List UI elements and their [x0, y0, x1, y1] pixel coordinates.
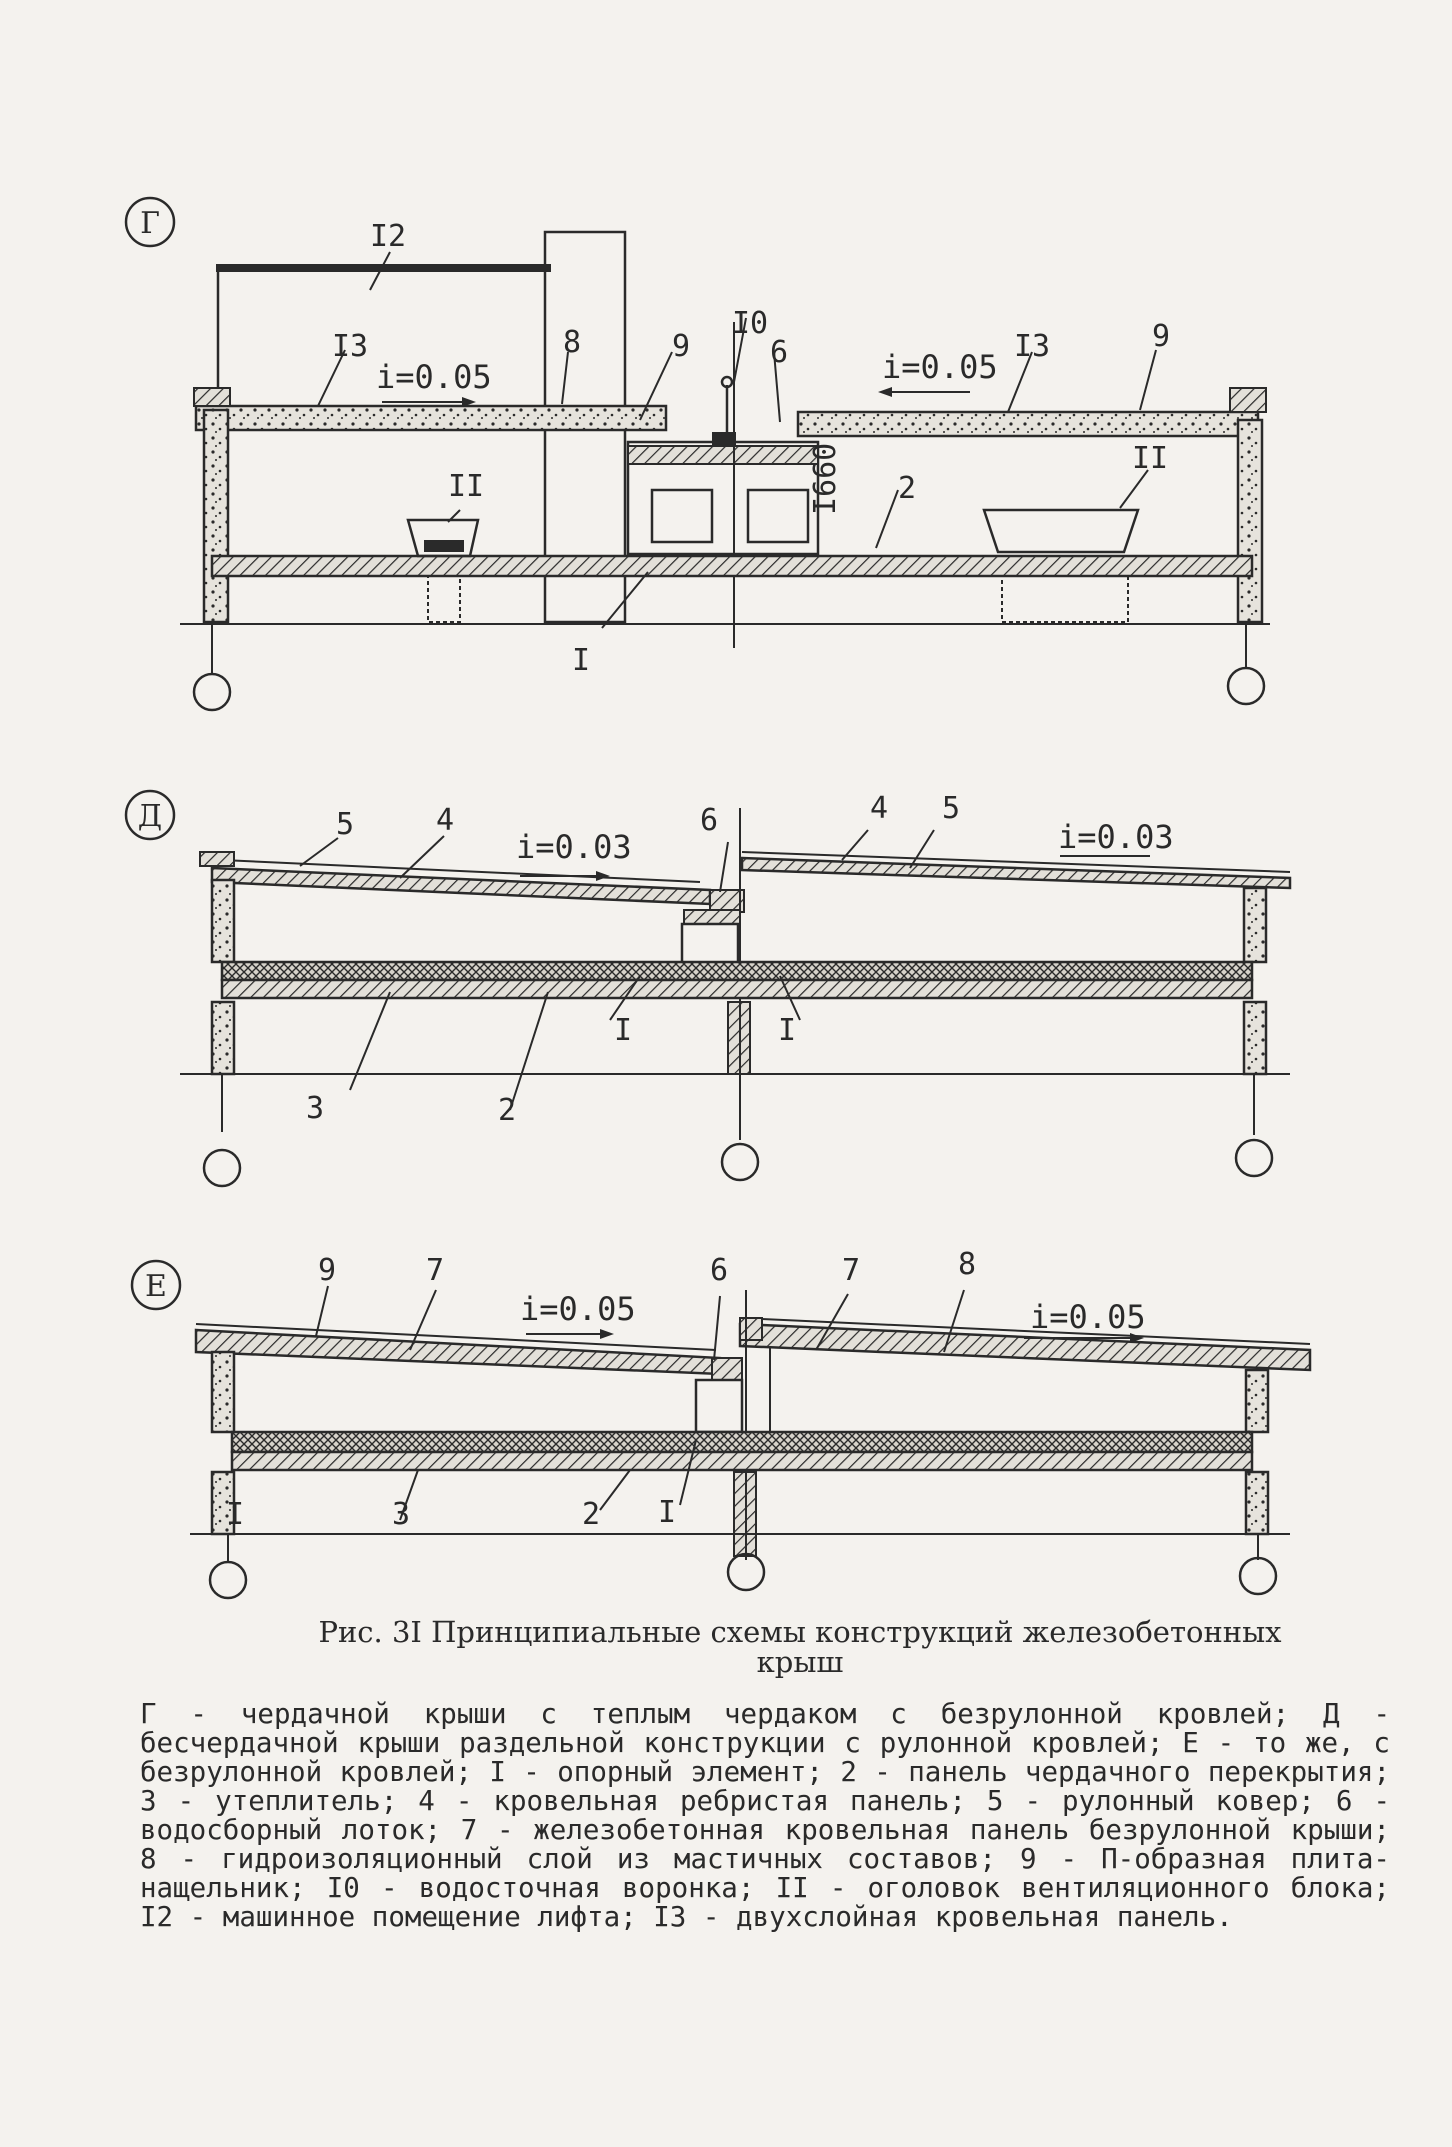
- leader-lines: [316, 1286, 964, 1520]
- label-6: 6: [700, 803, 719, 838]
- scheme-g: [126, 198, 1270, 710]
- scheme-e-marker: [132, 1261, 180, 1309]
- support-element-top: [684, 910, 740, 924]
- wall-left-upper: [212, 1352, 234, 1432]
- label-8: 8: [958, 1247, 977, 1282]
- label-4a: 4: [436, 803, 455, 838]
- scheme-g-letter: Г: [140, 206, 160, 241]
- axis-marker-left: [194, 674, 230, 710]
- scheme-e-slope-left: i=0.05: [520, 1290, 636, 1328]
- parapet-left: [200, 852, 234, 866]
- label-5a: 5: [336, 807, 355, 842]
- label-10: I0: [732, 306, 769, 341]
- label-1b: I: [226, 1497, 245, 1532]
- axis-marker-center: [722, 1144, 758, 1180]
- scheme-d-slope-right: i=0.03: [1058, 818, 1174, 856]
- label-1a: I: [658, 1495, 677, 1530]
- vent-head-left-cap: [424, 540, 464, 552]
- attic-floor-slab: [232, 1452, 1252, 1470]
- block-window-right: [748, 490, 808, 542]
- water-gutter: [712, 1358, 742, 1380]
- label-13a: I3: [332, 329, 369, 364]
- wall-left: [204, 410, 228, 622]
- label-9a: 9: [672, 329, 691, 364]
- vent-block-left: [428, 576, 460, 622]
- label-2: 2: [582, 1497, 601, 1532]
- axis-marker-right: [1236, 1140, 1272, 1176]
- figure-legend: [140, 1700, 1390, 1932]
- caption-line-1: Рис. 3I Принципиальные схемы конструкций железобетонных: [318, 1615, 1282, 1649]
- label-6: 6: [770, 335, 789, 370]
- vent-head-right: [984, 510, 1138, 552]
- label-1b: I: [778, 1013, 797, 1048]
- caption-line-2: крыш: [756, 1645, 844, 1679]
- scheme-e-letter: Е: [145, 1269, 167, 1304]
- parapet-left: [194, 388, 230, 406]
- slope-arrowhead-right: [878, 387, 892, 397]
- wall-right: [1238, 420, 1262, 622]
- figure-caption: [250, 1617, 1350, 1677]
- scheme-g-slope-right: i=0.05: [882, 348, 998, 386]
- scheme-g-dimension: I660: [808, 442, 843, 515]
- axis-marker-left: [210, 1562, 246, 1598]
- label-4b: 4: [870, 791, 889, 826]
- label-11a: II: [448, 469, 485, 504]
- roof-panel-right: [798, 412, 1258, 436]
- label-8: 8: [563, 325, 582, 360]
- label-9: 9: [318, 1253, 337, 1288]
- label-2: 2: [898, 471, 917, 506]
- label-3: 3: [392, 1497, 411, 1532]
- cover-plate: [740, 1318, 762, 1340]
- scheme-g-marker: [126, 198, 174, 246]
- parapet-right: [1230, 388, 1266, 412]
- insulation-layer: [232, 1432, 1252, 1452]
- label-12: I2: [370, 219, 407, 254]
- wall-right-lower: [1244, 1002, 1266, 1074]
- scheme-e: [132, 1247, 1310, 1598]
- slope-arrowhead-left: [600, 1329, 614, 1339]
- scheme-d-marker: [126, 791, 174, 839]
- attic-floor-slab: [212, 556, 1252, 576]
- water-gutter: [710, 890, 744, 912]
- water-gutter: [628, 446, 818, 464]
- label-5b: 5: [942, 791, 961, 826]
- wall-right-upper: [1244, 888, 1266, 962]
- wall-left-upper: [212, 880, 234, 962]
- funnel-base: [712, 432, 736, 446]
- axis-marker-left: [204, 1150, 240, 1186]
- label-1: I: [572, 643, 591, 678]
- wall-right-upper: [1246, 1370, 1268, 1432]
- label-2: 2: [498, 1093, 517, 1128]
- scheme-e-slope-right: i=0.05: [1030, 1298, 1146, 1336]
- label-9b: 9: [1152, 319, 1171, 354]
- attic-floor-slab: [222, 980, 1252, 998]
- label-7b: 7: [842, 1253, 861, 1288]
- support-element: [682, 924, 738, 964]
- label-6: 6: [710, 1253, 729, 1288]
- vent-block-right: [1002, 576, 1128, 622]
- scheme-d-slope-left: i=0.03: [516, 828, 632, 866]
- scheme-d: [126, 791, 1290, 1186]
- slope-arrowhead-left: [596, 871, 610, 881]
- wall-right-lower: [1246, 1472, 1268, 1534]
- block-window-left: [652, 490, 712, 542]
- label-3: 3: [306, 1091, 325, 1126]
- scheme-d-letter: Д: [137, 799, 163, 834]
- label-13b: I3: [1014, 329, 1051, 364]
- label-11b: II: [1132, 441, 1169, 476]
- wall-left-lower: [212, 1002, 234, 1074]
- label-1a: I: [614, 1013, 633, 1048]
- axis-marker-right: [1240, 1558, 1276, 1594]
- support-element: [696, 1380, 742, 1432]
- axis-marker-right: [1228, 668, 1264, 704]
- insulation-layer: [222, 962, 1252, 980]
- roof-panel-left: [196, 406, 666, 430]
- label-7a: 7: [426, 1253, 445, 1288]
- roof-panel-left: [212, 868, 710, 904]
- scheme-g-slope-left: i=0.05: [376, 358, 492, 396]
- legend-text: Г - чердачной крыши с теплым чердаком с безрулонной кровлей; Д - бесчердачной крыши раздельной конструкции с рулонной кровлей; Е - то же, с безрулонной кровлей; I - опорный элемент; 2 - панель чердачного перекрытия; 3 - утеплитель; 4 - кровельная ребристая панель; 5 - рулонный ковер; 6 - водосборный лоток; 7 - железобетонная кровельная панель безрулонной крыши; 8 - гидроизоляционный слой из мастичных составов; 9 - П-образная плита-нащельник; I0 - водосточная воронка; II - оголовок вентиляционного блока; I2 - машинное помещение лифта; I3 - двухслойная кровельная панель.: [140, 1698, 1390, 1933]
